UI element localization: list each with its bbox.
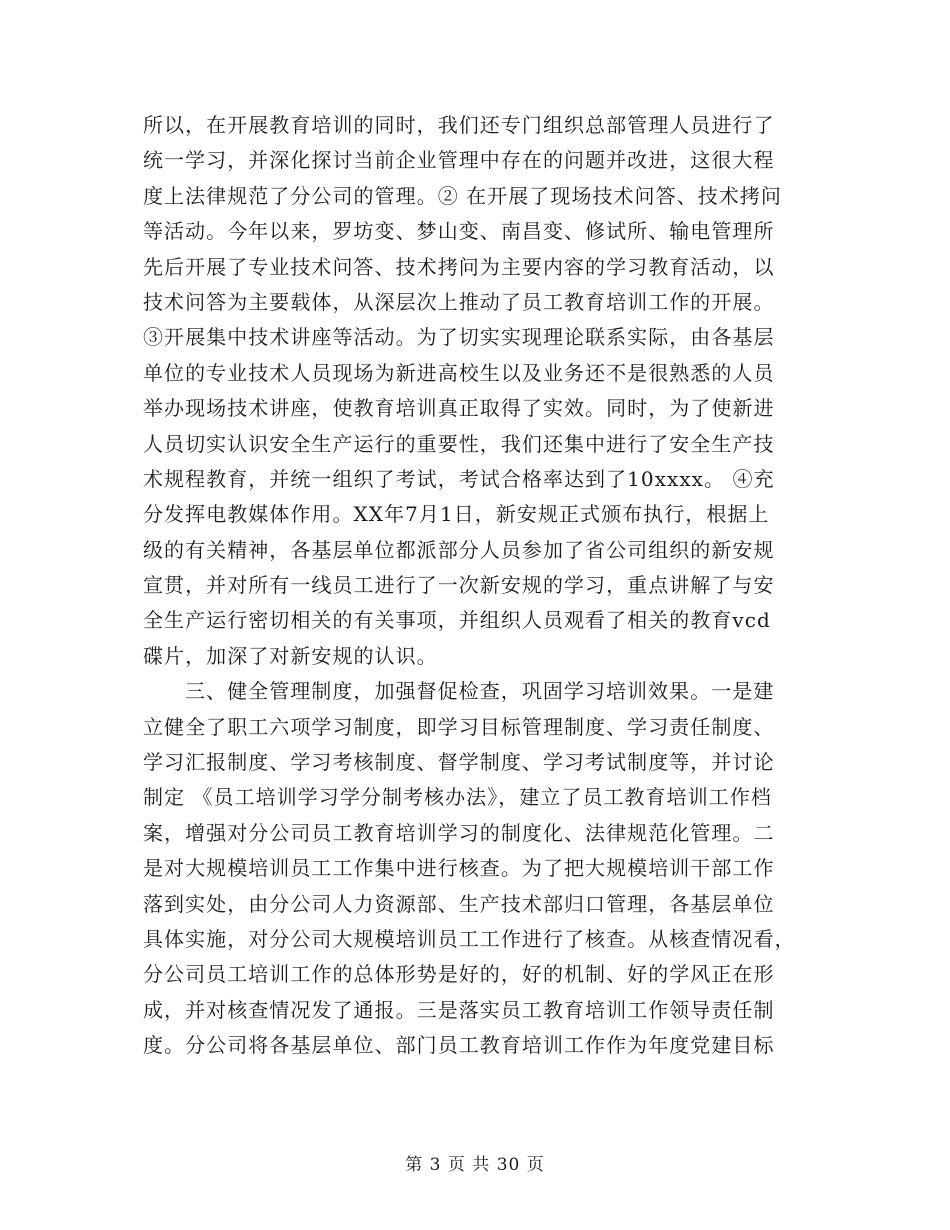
text-line: 是对大规模培训员工工作集中进行核查。为了把大规模培训干部工作	[143, 856, 775, 881]
body-text	[143, 108, 805, 1064]
text-line: 案，增强对分公司员工教育培训学习的制度化、法律规范化管理。二	[143, 820, 775, 845]
text-line: 成，并对核查情况发了通报。三是落实员工教育培训工作领导责任制	[143, 997, 775, 1022]
text-line: 度。分公司将各基层单位、部门员工教育培训工作作为年度党建目标	[143, 1033, 775, 1058]
text-line: 分公司员工培训工作的总体形势是好的，好的机制、好的学风正在形	[143, 962, 775, 987]
text-line: 统一学习，并深化探讨当前企业管理中存在的问题并改进，这很大程	[143, 148, 775, 173]
text-line: 落到实处，由分公司人力资源部、生产技术部归口管理，各基层单位	[143, 891, 775, 916]
page-number-footer: 第 3 页 共 30 页	[405, 1155, 545, 1175]
text-line: 度上法律规范了分公司的管理。② 在开展了现场技术问答、技术拷问	[143, 183, 782, 208]
text-line: 所以，在开展教育培训的同时，我们还专门组织总部管理人员进行了	[143, 113, 775, 137]
text-line: 先后开展了专业技术问答、技术拷问为主要内容的学习教育活动，以	[143, 254, 775, 279]
text-line: 术规程教育，并统一组织了考试，考试合格率达到了10xxxx。 ④充	[143, 466, 775, 491]
text-line: 技术问答为主要载体，从深层次上推动了员工教育培训工作的开展。	[143, 289, 775, 314]
text-line: 全生产运行密切相关的有关事项，并组织人员观看了相关的教育vcd	[143, 608, 771, 633]
text-line: 立健全了职工六项学习制度，即学习目标管理制度、学习责任制度、	[143, 714, 775, 739]
text-line: 制定 《员工培训学习学分制考核办法》，建立了员工教育培训工作档	[143, 785, 772, 810]
text-line: 宣贯，并对所有一线员工进行了一次新安规的学习，重点讲解了与安	[143, 573, 775, 598]
text-line: 举办现场技术讲座，使教育培训真正取得了实效。同时，为了使新进	[143, 396, 775, 421]
text-line: 碟片，加深了对新安规的认识。	[143, 643, 438, 668]
text-line: 学习汇报制度、学习考核制度、督学制度、学习考试制度等，并讨论	[143, 750, 775, 775]
text-line: 人员切实认识安全生产运行的重要性，我们还集中进行了安全生产技	[143, 431, 775, 456]
text-line: 级的有关精神，各基层单位都派部分人员参加了省公司组织的新安规	[143, 537, 775, 562]
text-line: ③开展集中技术讲座等活动。为了切实实现理论联系实际，由各基层	[143, 325, 775, 350]
text-line: 等活动。今年以来，罗坊变、梦山变、南昌变、修试所、输电管理所	[143, 219, 775, 244]
text-line: 具体实施，对分公司大规模培训员工工作进行了核查。从核查情况看，	[143, 926, 796, 951]
paragraph-first-line: 三、健全管理制度，加强督促检查，巩固学习培训效果。一是建	[185, 679, 775, 704]
text-line: 分发挥电教媒体作用。XX年7月1日，新安规正式颁布执行，根据上	[143, 502, 770, 527]
text-line: 单位的专业技术人员现场为新进高校生以及业务还不是很熟悉的人员	[143, 360, 775, 385]
